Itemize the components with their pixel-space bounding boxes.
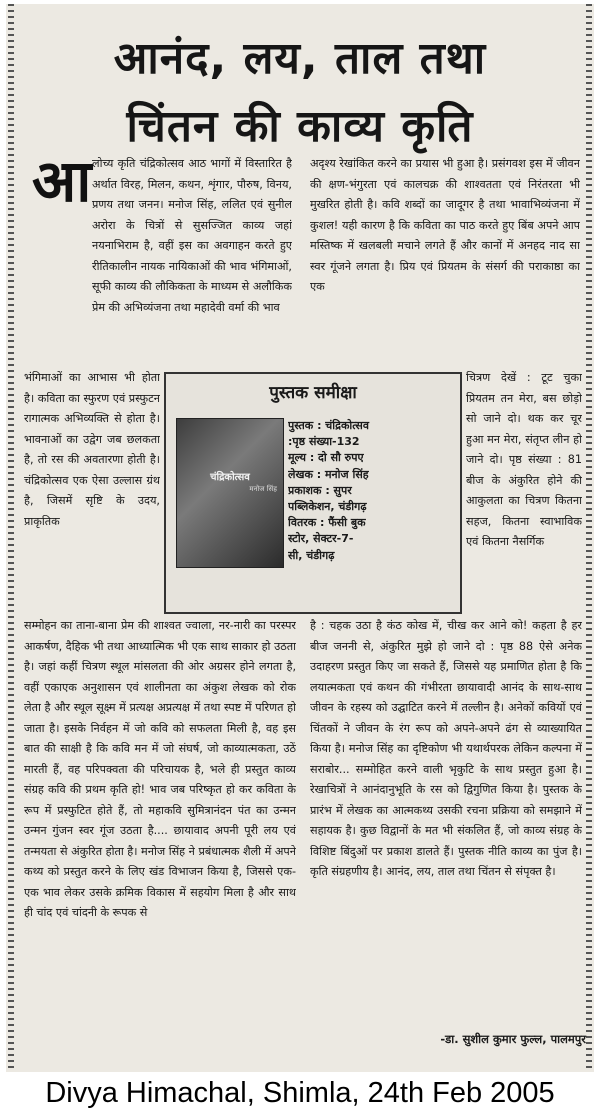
book-detail-line: स्टोर, सेक्टर-7- [288,532,354,546]
article-author: -डा. सुशील कुमार फुल्ल, पालमपुर [440,1032,586,1046]
book-detail-line: पुस्तक : चंद्रिकोत्सव [288,419,369,432]
article-text: सम्मोहन का ताना-बाना प्रेम की शाश्वत ज्वाला, नर-नारी का परस्पर आकर्षण, दैहिक भी तथा आध्यात्मिक भी एक साथ साकार हो उठता है। जहां कहीं चित्रण स्थूल मांसलता की ओर अग्रसर होने लगता है, वहीं एकाएक अनुशासन एवं शालीनता का अंकुश लेखक को रोक लेता है और स्थूल सूक्ष्म में प्रत्यक्ष अप्रत्यक्ष में तथा स्पष्ट में परिणत हो जाता है। इसके निर्वहन में जो कवि को सफलता मिली है, वह इस बात की साक्षी है कि कवि मन में जो संघर्ष, जो काव्यात्मकता, उठें मारती हैं, वह परिपक्वता की परिचायक है, भले ही प्रस्तुत काव्य संग्रह कवि की प्रथम कृति हो! भाव जब परिष्कृत हो कर कविता के रूप में प्रस्फुटित होते हैं, तो महाकवि सुमित्रानंदन पंत का उन्मन उन्मन गुंजन स्वर गूंज उठता है.... छायावाद अपनी पूरी लय एवं तन्मयता से अंकुरित होता है। मनोज सिंह ने प्रबंधात्मक शैली में अपने कथ्य को प्रस्तुत करने के लिए खंड विभाजन किया है, जिससे एक-एक भाव लेकर उसके क्रमिक विकास में सहयोग मिला है और साथ ही चांद एवं चांदनी के रूपक से [24,619,296,919]
headline-line-1: आनंद, लय, ताल तथा [113,33,487,84]
review-box-title: पुस्तक समीक्षा [269,383,357,403]
book-detail-line: पब्लिकेशन, चंडीगढ़ [288,500,367,514]
left-border [8,4,14,1072]
article-text: है : चहक उठा है कंठ कोख में, चीख कर आने को! कहता है हर बीज जननी से, अंकुरित मुझे हो जाने दो : पृष्ठ 88 ऐसे अनेक उदाहरण प्रस्तुत किए जा सकते हैं, जिससे यह प्रमाणित होता है कि लयात्मकता एवं कथन की गंभीरता छायावादी आनंद के साथ-साथ जीवन के रहस्य को उद्घाटित करने में तल्लीन है। अनेकों कवियों एवं चिंतकों ने जीवन के रंग रूप को अपने-अपने ढंग से व्याख्यायित किया है। मनोज सिंह का दृष्टिकोण भी यथार्थपरक लेकिन कल्पना में सराबोर... सम्मोहित करने वाली भृकुटि के साथ प्रस्तुत हुआ है। रेखाचित्रों ने आनंदानुभूति के रस को द्विगुणित किया है। पुस्तक के प्रारंभ में लेखक का आत्मकथ्य उसकी रचना प्रक्रिया को समझाने में सहायक है। कुछ विद्वानों के मत भी संकलित हैं, जो काव्य संग्रह के विशिष्ट बिंदुओं पर प्रकाश डालते हैं। पुस्तक नीति काव्य का पुंज है। कृति संग्रहणीय है। आनंद, लय, ताल तथा चिंतन से संपृक्त है। [310,619,582,878]
book-cover-image [176,418,284,568]
book-cover-title: चंद्रिकोत्सव [210,472,250,483]
book-detail-line: वितरक : फैंसी बुक [288,516,366,530]
right-border [586,4,592,1072]
book-detail-line: :पृष्ठ संख्या-132 [288,435,360,449]
article-col-left-bottom [24,616,296,1026]
article-col-right-side [466,368,582,613]
article-text: चित्रण देखें : टूट चुका प्रियतम तन मेरा, बस छोड़ो सो जाने दो। थक कर चूर हुआ मन मेरा, संतृप्त लीन हो जाने दो। पृष्ठ संख्या : 81 बीज के अंकुरित होने की आकुलता का चित्रण कितना सहज, कितना स्वाभाविक एवं कितना नैसर्गिक [466,371,582,548]
book-details [288,418,454,564]
book-detail-line: लेखक : मनोज सिंह [288,467,369,481]
newspaper-clipping [6,4,594,1072]
article-col-left-side [24,368,160,613]
book-detail-line: मूल्य : दो सौ रुपए [288,451,364,465]
article-text: लोच्य कृति चंद्रिकोत्सव आठ भागों में विस्तारित है अर्थात विरह, मिलन, कथन, शृंगार, पौरुष, विनय, प्रणय तथा जनन। मनोज सिंह, ललित एवं सुनील अरोरा के चित्रों से सुसज्जित काव्य जहां नयनाभिराम है, वहीं इस का अवगाहन करते हुए रीतिकालीन नायक नायिकाओं की भाव भंगिमाओं, सूफी काव्य की लौकिकता के माध्यम से अलौकिक प्रेम की अभिव्यंजना तथा महादेवी वर्मा की भाव [92,157,292,314]
source-caption: Divya Himachal, Shimla, 24th Feb 2005 [45,1077,555,1109]
article-col-right-top [310,154,580,366]
book-detail-line: सी, चंडीगढ़ [288,548,335,562]
article-text: अदृश्य रेखांकित करने का प्रयास भी हुआ है। प्रसंगवश इस में जीवन की क्षण-भंगुरता एवं कालचक्र की शाश्वतता एवं निरंतरता भी मुखरित होती है। कवि शब्दों का जादूगर है तथा भावाभिव्यंजना में कुशल! यही कारण है कि कविता का पाठ करते हुए बिंब अपने आप मस्तिष्क में खलबली मचाने लगते हैं और कानों में अनहद नाद सा स्वर गूंजने लगता है। प्रिय एवं प्रियतम के संसर्ग की पराकाष्ठा का एक [310,157,580,293]
article-col-left-top [92,154,292,366]
article-col-right-bottom [310,616,582,1026]
review-info-box [164,372,462,614]
book-detail-line: प्रकाशक : सुपर [288,483,352,497]
headline-line-2: चिंतन की काव्य कृति [126,101,474,152]
article-text: भंगिमाओं का आभास भी होता है। कविता का स्फुरण एवं प्रस्फुटन रागात्मक अभिव्यक्ति से होता है। भावनाओं का उद्वेग जब छलकता है, तो रस की अवतारणा होती है। चंद्रिकोत्सव एक ऐसा उल्लास ग्रंथ है, जिसमें सृष्टि के उदय, प्राकृतिक [24,371,160,528]
drop-cap: आ [32,147,92,215]
book-cover-author: मनोज सिंह [249,485,277,493]
